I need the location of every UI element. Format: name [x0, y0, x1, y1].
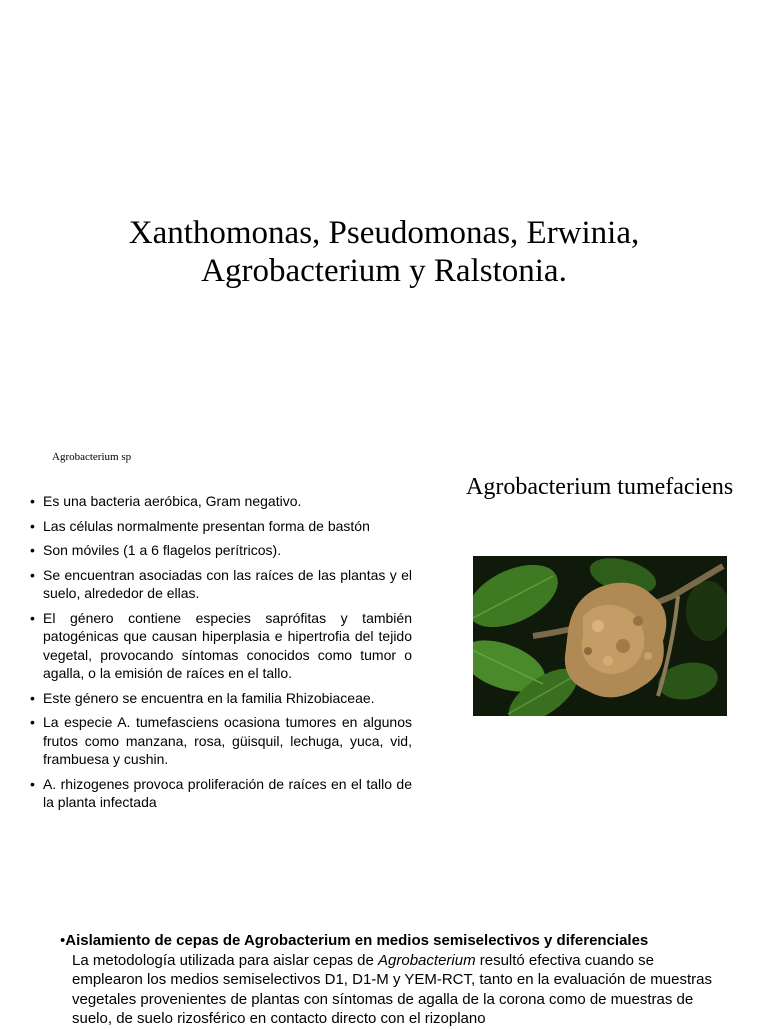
- bullet-item: • Es una bacteria aeróbica, Gram negativo.: [30, 492, 412, 511]
- section-paragraph: [60, 951, 715, 1029]
- crown-gall-photo: [473, 556, 727, 716]
- paragraph-text: resultó efectiva cuando se emplearon los medios semiselectivos D1, D1-M y YEM-RCT, tanto en la evaluación de muestras vegetales provenientes de plantas con síntomas de agalla de la corona como de muestras de suelo, de suelo rizosférico en contacto directo con el rizoplano: [72, 951, 712, 1027]
- species-title: Agrobacterium tumefaciens: [466, 474, 734, 500]
- bullet-item: • Este género se encuentra en la familia Rhizobiaceae.: [30, 689, 412, 708]
- paragraph-text: La metodología utilizada para aislar cepas de: [72, 951, 379, 969]
- bullet-item: • A. rhizogenes provoca proliferación de raíces en el tallo de la planta infectada: [30, 775, 412, 812]
- bullet-item: • La especie A. tumefasciens ocasiona tumores en algunos frutos como manzana, rosa, güisquil, lechuga, yuca, vid, frambuesa y cushin.: [30, 713, 412, 769]
- image-caption: Agrobacterium sp: [52, 451, 132, 463]
- section-heading: • Aislamiento de cepas de Agrobacterium en medios semiselectivos y diferenciales: [60, 931, 715, 951]
- bullet-list: [30, 492, 412, 818]
- bullet-item: • Son móviles (1 a 6 flagelos perítricos).: [30, 541, 412, 560]
- isolation-section: [60, 931, 715, 1029]
- slide-title: Xanthomonas, Pseudomonas, Erwinia, Agrobacterium y Ralstonia.: [128, 215, 640, 289]
- bullet-item: • Se encuentran asociadas con las raíces de las plantas y el suelo, alrededor de ellas.: [30, 566, 412, 603]
- bullet-item: • El género contiene especies saprófitas y también patogénicas que causan hiperplasia e hipertrofia del tejido vegetal, provocando síntomas conocidos como tumor o agalla, o la emisión de raíces en el tallo.: [30, 609, 412, 683]
- paragraph-italic-genus: Agrobacterium: [378, 951, 476, 969]
- bullet-item: • Las células normalmente presentan forma de bastón: [30, 517, 412, 536]
